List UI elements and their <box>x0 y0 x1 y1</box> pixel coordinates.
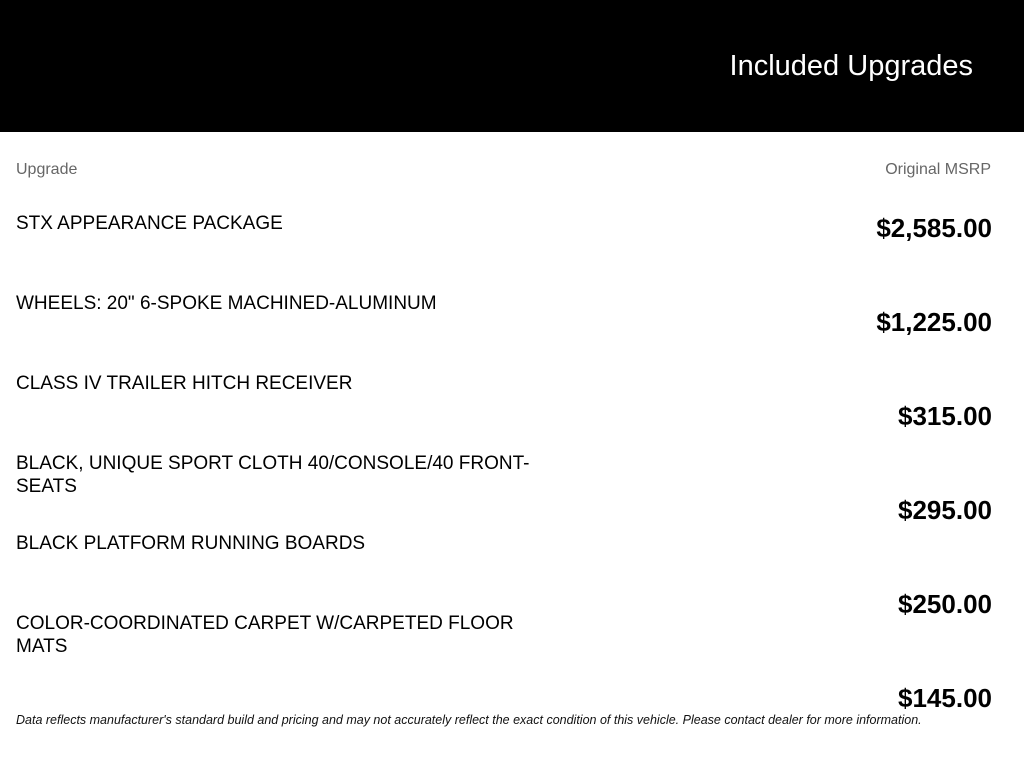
table-row <box>16 292 992 379</box>
upgrade-price: $1,225.00 <box>876 307 992 337</box>
upgrade-price: $2,585.00 <box>876 213 992 243</box>
column-header-upgrade: Upgrade <box>16 161 78 178</box>
upgrade-price: $145.00 <box>898 683 992 713</box>
upgrade-price: $295.00 <box>898 495 992 525</box>
upgrade-name: BLACK PLATFORM RUNNING BOARDS <box>16 533 366 554</box>
upgrades-list <box>16 205 992 727</box>
column-header-msrp: Original MSRP <box>885 161 991 178</box>
upgrade-price: $250.00 <box>898 589 992 619</box>
table-header <box>16 159 991 181</box>
upgrade-name: COLOR-COORDINATED CARPET W/CARPETED FLOOR MATS <box>16 613 514 657</box>
upgrade-price: $315.00 <box>898 401 992 431</box>
table-row <box>16 205 992 292</box>
disclaimer-text: Data reflects manufacturer's standard build and pricing and may not accurately reflect the exact condition of this vehicle. Please contact dealer for more information. <box>16 713 922 727</box>
upgrade-name: STX APPEARANCE PACKAGE <box>16 213 283 234</box>
page-title: Included Upgrades <box>729 50 973 82</box>
upgrade-name: WHEELS: 20" 6-SPOKE MACHINED-ALUMINUM <box>16 293 437 314</box>
upgrade-name: CLASS IV TRAILER HITCH RECEIVER <box>16 373 353 394</box>
header-banner <box>0 0 1024 132</box>
upgrade-name: BLACK, UNIQUE SPORT CLOTH 40/CONSOLE/40 FRONT-SEATS <box>16 453 530 497</box>
